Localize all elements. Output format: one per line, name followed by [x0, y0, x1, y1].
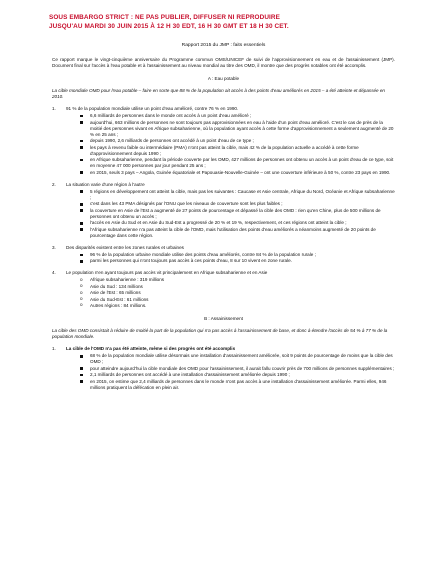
section-a-item-2 [52, 182, 395, 239]
bullet-item: la couverture en Asie de l'Est a augmenté de 27 points de pourcentage et dépassé la cible des OMD : rien qu'en Chine, plus de 500 millions de personnes ont obtenu un accès ; [90, 208, 395, 220]
section-a-item-1 [52, 106, 395, 176]
bullet-item: aujourd'hui, 663 millions de personnes ne sont toujours pas approvisionnées en eau à l'aide d'un point d'eau amélioré. C'est le cas de près de la moitié des personnes vivant en Afrique subsaharienne, où la population ayant accès à cette forme d'approvisionnement a seulement augmenté de 20 % en 25 ans ; [90, 119, 394, 137]
bullet-item: 96 % de la population urbaine mondiale utilise des points d'eau améliorés, contre 84 % de la population rurale ; [90, 252, 395, 258]
bullet-item: les pays à revenu faible ou intermédiaire (PMA) n'ont pas atteint la cible, mais 42 % de la population actuelle a accédé à cette forme d'approvisionnement depuis 1990 ; [90, 145, 395, 157]
region-item: o Afrique subsaharienne : 319 millions [90, 277, 395, 283]
bullet-item: parmi les personnes qui n'ont toujours pas accès à ces points d'eau, 8 sur 10 vivent en zone rurale. [90, 258, 395, 264]
bullet-item: c'est dans les 43 PMA désignés par l'ONU que les niveaux de couverture sont les plus faibles ; [90, 201, 395, 207]
bullet-item: pour atteindre aujourd'hui la cible mondiale des OMD pour l'assainissement, il aurait fallu couvrir près de 700 millions de personnes supplémentaires ; [90, 365, 395, 371]
bullet-list [66, 113, 395, 176]
bullet-item: en 2015, seuls 3 pays – Angola, Guinée équatoriale et Papouasie-Nouvelle-Guinée – ont une couverture inférieure à 50 %, contre 23 pays en 1990. [90, 170, 395, 176]
section-b-item-1 [52, 346, 395, 391]
item-number: 1. [52, 346, 56, 352]
bullet-item: depuis 1990, 2,6 milliards de personnes ont accédé à un point d'eau de ce type ; [90, 138, 395, 144]
item-number: 2. [52, 181, 56, 187]
region-item: o Autres régions : 84 millions. [90, 303, 395, 309]
bullet-item: 68 % de la population mondiale utilise désormais une installation d'assainissement améliorée, soit 9 points de pourcentage de moins que la cible des OMD ; [90, 353, 395, 365]
bullet-item: l'accès en Asie du Sud et en Asie du Sud-Est a progressé de 20 % et 19 %, respectivement, et ces régions ont atteint la cible ; [90, 220, 395, 226]
section-a-item-4 [52, 270, 395, 309]
item-text: 91 % de la population mondiale utilise un point d'eau amélioré, contre 76 % en 1990. [66, 106, 239, 112]
region-item: o Asie du Sud : 134 millions [90, 284, 395, 290]
item-number: 3. [52, 244, 56, 250]
bullet-list [66, 252, 395, 265]
embargo-line-2: JUSQU'AU MARDI 30 JUIN 2015 À 12 H 30 EDT, 16 H 30 GMT ET 18 H 30 CET. [49, 22, 289, 30]
item-text: Le population n'en ayant toujours pas accès vit principalement en Afrique subsaharienne et en Asie [66, 270, 268, 276]
region-list [66, 277, 395, 309]
embargo-line-1: SOUS EMBARGO STRICT : NE PAS PUBLIER, DIFFUSER NI REPRODUIRE [49, 14, 280, 21]
bullet-item: en Afrique subsaharienne, pendant la période couverte par les OMD, 427 millions de personnes ont obtenu un accès à un point d'eau de ce type, soit en moyenne 47 000 personnes par jour pendant 25 ans ; [90, 157, 394, 169]
item-number: 4. [52, 270, 56, 276]
embargo-notice [49, 14, 395, 31]
bullet-item: l'Afrique subsaharienne n'a pas atteint la cible de l'OMD, mais l'utilisation des points d'eau améliorés a néanmoins augmenté de 20 points de pourcentage dans cette région. [90, 227, 395, 239]
bullet-item: 2,1 milliards de personnes ont accédé à une installation d'assainissement améliorée depuis 1990 ; [90, 372, 395, 378]
bullet-item: en 2015, on estime que 2,4 milliards de personnes dans le monde n'ont pas accès à une installation d'assainissement améliorée. Parmi elles, 946 millions pratiquent la défécation en plein air. [90, 379, 395, 391]
item-number: 1. [52, 106, 56, 112]
item-text: La cible de l'OMD n'a pas été atteinte, même si des progrès ont été accomplis [66, 346, 236, 352]
bullet-list [66, 189, 395, 239]
bullet-item: 6,6 milliards de personnes dans le monde ont accès à un point d'eau amélioré ; [90, 113, 395, 119]
item-text: La situation varie d'une région à l'autre [66, 181, 145, 187]
section-a-lead: La cible mondiale OMD pour l'eau potable – faire en sorte que 88 % de la population ait accès à des points d'eau améliorés en 2015 – a été atteinte et dépassée en 2010. [52, 87, 385, 99]
intro-paragraph: Ce rapport marque le vingt-cinquième anniversaire du Programme commun OMS/UNICEF de suivi de l'approvisionnement en eau et de l'assainissement (JMP). Document final sur l'accès à l'eau potable et à l'assainissement au niveau mondial au titre des OMD, il montre que des progrès notables ont été accomplis. [52, 56, 395, 68]
report-title: Rapport 2015 du JMP : faits essentiels [181, 43, 266, 49]
region-item: o Asie de l'Est : 65 millions [90, 290, 395, 296]
section-a-heading: A : Eau potable [207, 75, 240, 81]
section-b-heading: B : Assainissement [204, 315, 243, 321]
bullet-item: 5 régions en développement ont atteint la cible, mais pas les suivantes : Caucase et Asie centrale, Afrique du Nord, Océanie et Afrique subsaharienne ; [90, 188, 395, 200]
region-item: o Asie du Sud-Est : 61 millions [90, 297, 395, 303]
item-text: Des disparités existent entre les zones rurales et urbaines [66, 244, 184, 250]
section-b-lead: La cible des OMD consistait à réduire de moitié la part de la population qui n'a pas accès à l'assainissement de base, et donc à étendre l'accès de 54 % à 77 % de la population mondiale. [52, 328, 388, 340]
section-a-item-3 [52, 245, 395, 265]
bullet-list [66, 353, 395, 391]
